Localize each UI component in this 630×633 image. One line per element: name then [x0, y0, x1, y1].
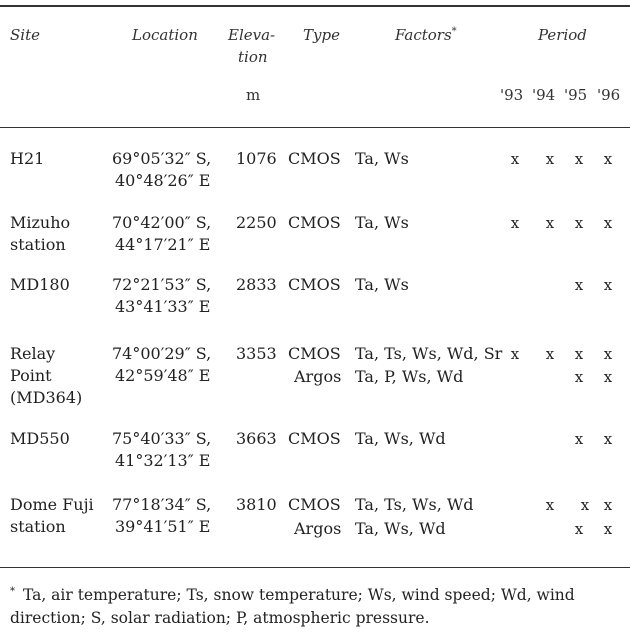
period-mark: x: [603, 150, 613, 168]
site-name-line: H21: [10, 149, 45, 168]
instrument-type: CMOS: [288, 149, 341, 168]
period-mark: x: [603, 345, 613, 363]
site-name: [10, 428, 70, 450]
header-year-94: '94: [532, 86, 556, 104]
instrument-factors: Ta, P, Ws, Wd: [355, 367, 464, 386]
elevation-value: 1076: [236, 149, 277, 168]
latitude: 70°42′00″ S,: [112, 213, 212, 232]
location-cell: [112, 212, 211, 256]
site-name-line: Relay: [10, 344, 56, 363]
period-mark: x: [574, 430, 584, 448]
latitude: 75°40′33″ S,: [112, 429, 212, 448]
footnote: [10, 580, 622, 630]
site-name: [10, 212, 70, 256]
location-cell: [112, 274, 211, 318]
site-name-line: Mizuho: [10, 213, 71, 232]
table-bottom-rule: [0, 567, 630, 568]
header-factors-label: Factors: [395, 26, 452, 44]
site-name-line: (MD364): [10, 388, 83, 407]
period-mark: x: [574, 368, 584, 386]
header-factors-note: *: [451, 26, 457, 37]
period-mark: x: [545, 214, 555, 232]
period-mark: x: [510, 214, 520, 232]
site-name: [10, 343, 82, 409]
site-name-line: Point: [10, 366, 52, 385]
header-bottom-rule: [0, 127, 630, 128]
elevation-value: 2833: [236, 275, 277, 294]
footnote-text: Ta, air temperature; Ts, snow temperature; Ws, wind speed; Wd, wind direction; S, solar radiation; P, atmospheric pressure.: [10, 586, 575, 628]
location-cell: [112, 428, 211, 472]
period-mark: x: [574, 520, 584, 538]
site-name-line: MD550: [10, 429, 70, 448]
period-mark: x: [545, 345, 555, 363]
site-name-line: MD180: [10, 275, 70, 294]
footnote-marker: *: [10, 586, 15, 597]
longitude: 39°41′51″ E: [115, 517, 211, 536]
location-cell: [112, 343, 211, 387]
header-type: Type: [303, 26, 340, 44]
instrument-type: CMOS: [288, 275, 341, 294]
elevation-value: 3353: [236, 344, 277, 363]
period-mark: x: [603, 496, 613, 514]
period-mark: x: [574, 214, 584, 232]
instrument-type: Argos: [294, 519, 342, 538]
location-cell: [112, 494, 211, 538]
site-name: [10, 494, 94, 538]
header-elevation-line1: Eleva-: [228, 26, 276, 44]
latitude: 74°00′29″ S,: [112, 344, 212, 363]
instrument-factors: Ta, Ws, Wd: [355, 519, 446, 538]
instrument-factors: Ta, Ts, Ws, Wd: [355, 495, 474, 514]
site-name-line: station: [10, 517, 66, 536]
site-name-line: Dome Fuji: [10, 495, 94, 514]
header-elevation-line2: tion: [238, 48, 268, 66]
instrument-type: Argos: [294, 367, 342, 386]
period-mark: x: [510, 150, 520, 168]
instrument-type: CMOS: [288, 495, 341, 514]
elevation-value: 3663: [236, 429, 277, 448]
instrument-factors: Ta, Ws, Wd: [355, 429, 446, 448]
site-name-line: station: [10, 235, 66, 254]
period-mark: x: [603, 520, 613, 538]
header-factors: [395, 26, 457, 44]
table-top-rule: [0, 5, 630, 7]
period-mark: x: [574, 345, 584, 363]
header-year-96: '96: [597, 86, 621, 104]
period-mark: x: [545, 496, 555, 514]
latitude: 69°05′32″ S,: [112, 149, 212, 168]
latitude: 72°21′53″ S,: [112, 275, 212, 294]
header-period: Period: [538, 26, 587, 44]
longitude: 40°48′26″ E: [115, 171, 211, 190]
period-mark: x: [603, 276, 613, 294]
header-location: Location: [132, 26, 198, 44]
period-mark: x: [574, 276, 584, 294]
location-cell: [112, 148, 211, 192]
period-mark: x: [580, 496, 590, 514]
period-mark: x: [574, 150, 584, 168]
longitude: 41°32′13″ E: [115, 451, 211, 470]
header-year-93: '93: [500, 86, 524, 104]
header-elevation-unit: m: [246, 86, 261, 104]
site-name: [10, 148, 44, 170]
instrument-factors: Ta, Ts, Ws, Wd, Sr: [355, 344, 503, 363]
site-name: [10, 274, 70, 296]
instrument-factors: Ta, Ws: [355, 149, 409, 168]
header-year-95: '95: [564, 86, 588, 104]
instrument-factors: Ta, Ws: [355, 275, 409, 294]
header-site: Site: [10, 26, 40, 44]
period-mark: x: [603, 368, 613, 386]
instrument-type: CMOS: [288, 344, 341, 363]
longitude: 44°17′21″ E: [115, 235, 211, 254]
latitude: 77°18′34″ S,: [112, 495, 212, 514]
period-mark: x: [545, 150, 555, 168]
instrument-type: CMOS: [288, 213, 341, 232]
longitude: 43°41′33″ E: [115, 297, 211, 316]
period-mark: x: [603, 214, 613, 232]
instrument-type: CMOS: [288, 429, 341, 448]
instrument-factors: Ta, Ws: [355, 213, 409, 232]
period-mark: x: [603, 430, 613, 448]
elevation-value: 3810: [236, 495, 277, 514]
longitude: 42°59′48″ E: [115, 366, 211, 385]
period-mark: x: [510, 345, 520, 363]
elevation-value: 2250: [236, 213, 277, 232]
